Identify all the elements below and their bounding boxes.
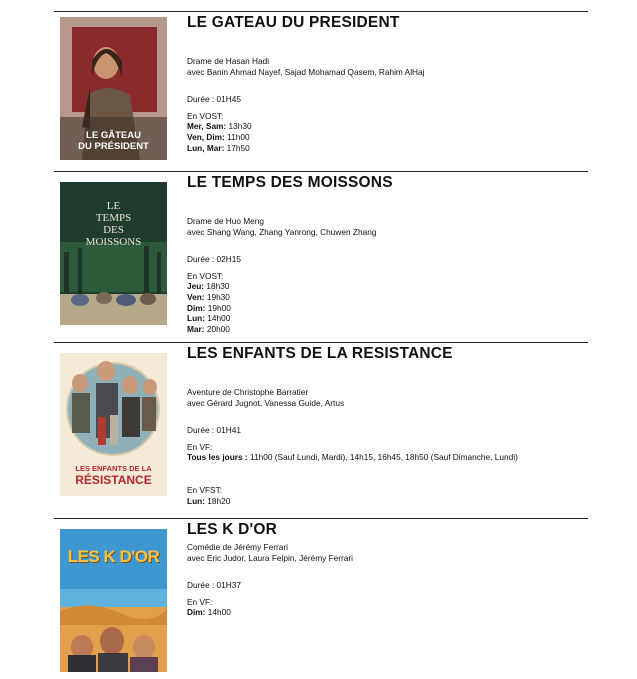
film-cast: avec Shang Wang, Zhang Yanrong, Chuwen Zhang [187, 226, 377, 237]
film-info [187, 172, 587, 334]
schedule-days: Dim: [187, 302, 206, 313]
film-genre-director: Drame de Huo Meng [187, 216, 265, 226]
schedule-row [187, 324, 587, 335]
film-genre-director: Comédie de Jérémy Ferrari [187, 542, 288, 552]
film-title[interactable]: LES ENFANTS DE LA RESISTANCE [187, 345, 453, 362]
movie-poster[interactable] [60, 529, 167, 672]
schedule-row [187, 452, 587, 463]
film-genre-director: Aventure de Christophe Barratier [187, 387, 309, 397]
film-info [187, 343, 587, 506]
schedule-times: 18h20 [204, 495, 231, 506]
schedule-row [187, 496, 587, 507]
schedule-times: 20h00 [204, 323, 230, 334]
film-entry [54, 518, 588, 677]
poster-title: LES ENFANTS DE LA [75, 464, 152, 473]
schedule-days: Lun: [187, 313, 205, 324]
schedule-times: 11h00 [224, 131, 250, 142]
session-version: En VOST: [187, 110, 224, 121]
film-title[interactable]: LE GATEAU DU PRESIDENT [187, 14, 400, 31]
schedule-row [187, 143, 587, 154]
film-title[interactable]: LE TEMPS DES MOISSONS [187, 174, 393, 191]
schedule-days: Lun: [187, 495, 205, 506]
schedule-days: Lun, Mar: [187, 142, 225, 153]
schedule-days: Mer, Sam: [187, 121, 227, 132]
schedule-days: Mar: [187, 323, 205, 334]
film-entry [54, 11, 588, 170]
schedule-row [187, 292, 587, 303]
schedule-days: Tous les jours : [187, 452, 248, 463]
film-cast: avec Gérard Jugnot, Vanessa Guide, Artus [187, 397, 345, 408]
schedule-times: 19h30 [204, 291, 230, 302]
film-cast: avec Eric Judor, Laura Felpin, Jérémy Ferrari [187, 552, 353, 563]
poster-title: LE [106, 200, 121, 212]
poster-title: LES K D'OR [67, 547, 160, 566]
poster-title: DU PRÉSIDENT [78, 141, 149, 152]
poster-title: TEMPS [95, 212, 132, 224]
schedule-days: Ven: [187, 291, 205, 302]
film-duration: Durée : 02H15 [187, 254, 241, 265]
schedule-times: 19h00 [205, 302, 231, 313]
movie-poster[interactable] [60, 182, 167, 325]
schedule-row [187, 607, 587, 618]
schedule-row [187, 281, 587, 292]
film-genre-director: Drame de Hasan Hadi [187, 56, 270, 66]
schedule-times: 14h00 [205, 607, 231, 618]
schedule-times: 17h50 [224, 142, 250, 153]
schedule-row [187, 121, 587, 132]
film-cast: avec Banin Ahmad Nayef, Sajad Mohamad Qasem, Rahim AlHaj [187, 66, 425, 77]
film-info [187, 12, 587, 153]
movie-poster[interactable] [60, 17, 167, 160]
poster-title: DES [103, 224, 124, 236]
poster-title: RÉSISTANCE [75, 473, 152, 487]
film-title[interactable]: LES K D'OR [187, 521, 278, 538]
film-info [187, 519, 587, 618]
film-entry [54, 342, 588, 518]
session-version: En VF: [187, 596, 213, 607]
schedule-row [187, 303, 587, 314]
film-entry [54, 171, 588, 342]
schedule-row [187, 313, 587, 324]
schedule-times: 14h00 [204, 313, 231, 324]
film-duration: Durée : 01H37 [187, 580, 241, 591]
schedule-times: 18h30 [204, 281, 230, 292]
poster-title: LE GÂTEAU [86, 130, 141, 141]
schedule-times: 13h30 [226, 121, 252, 132]
poster-title: MOISSONS [85, 236, 142, 248]
session-version: En VOST: [187, 270, 224, 281]
session-version: En VF: [187, 441, 213, 452]
movie-poster[interactable] [60, 353, 167, 496]
schedule-days: Ven, Dim: [187, 131, 225, 142]
schedule-days: Dim: [187, 607, 206, 618]
schedule-times: 11h00 (Sauf Lundi, Mardi), 14h15, 16h45, 18h50 (Sauf Dimanche, Lundi) [247, 452, 518, 463]
schedule-row [187, 132, 587, 143]
schedule-days: Jeu: [187, 281, 205, 292]
session-version: En VFST: [187, 484, 223, 495]
film-duration: Durée : 01H45 [187, 94, 241, 105]
film-duration: Durée : 01H41 [187, 425, 241, 436]
